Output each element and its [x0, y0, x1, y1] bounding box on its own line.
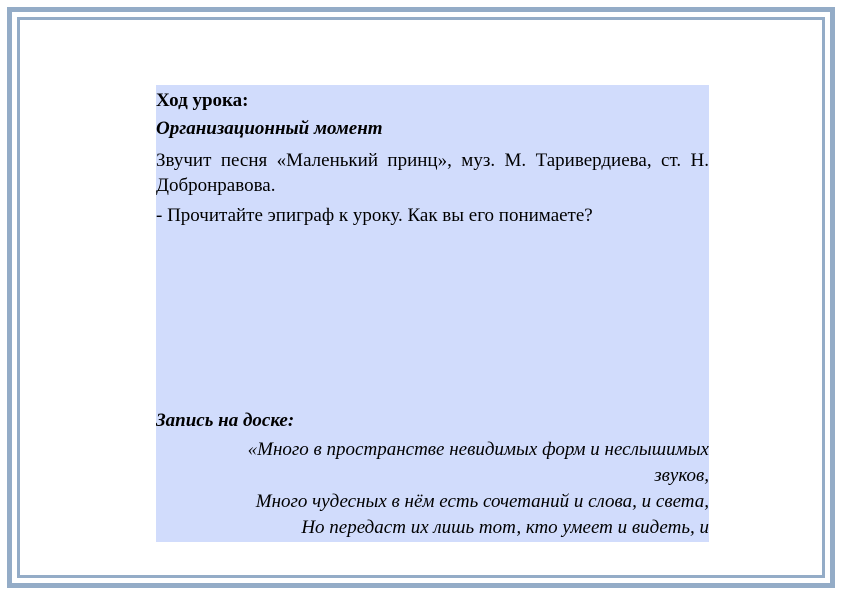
poem-line: звуков, [654, 465, 709, 486]
lesson-heading: Ход урока: [156, 90, 249, 111]
poem-line: Много чудесных в нём есть сочетаний и слова, и света, [255, 491, 709, 512]
song-paragraph: Звучит песня «Маленький принц», муз. М. Таривердиева, ст. Н. Добронравова. [156, 150, 709, 196]
slide-text-box [156, 85, 709, 542]
epigraph-question: - Прочитайте эпиграф к уроку. Как вы его понимаете? [156, 205, 593, 226]
board-note-title: Запись на доске: [156, 410, 295, 431]
poem-line: «Много в пространстве невидимых форм и неслышимых [247, 439, 709, 460]
epigraph-poem [160, 437, 709, 541]
section-subheading: Организационный момент [156, 118, 383, 139]
poem-line: Но передаст их лишь тот, кто умеет и видеть, и [301, 517, 709, 538]
